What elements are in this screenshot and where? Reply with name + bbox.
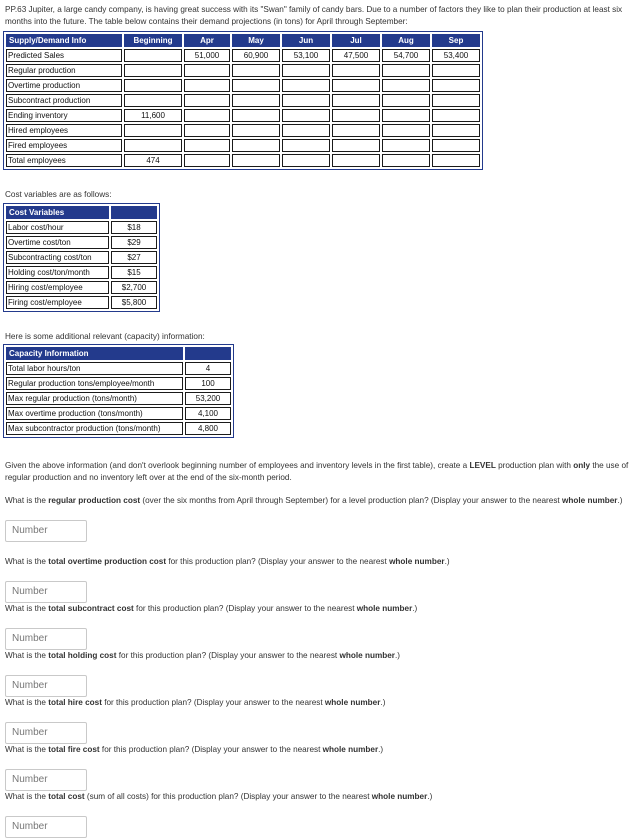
- question-topic: regular production cost: [48, 496, 141, 505]
- input-cell[interactable]: [124, 94, 182, 107]
- input-cell[interactable]: [332, 109, 380, 122]
- input-cell[interactable]: [382, 154, 430, 167]
- question-block: [5, 650, 629, 697]
- input-cell[interactable]: [332, 94, 380, 107]
- input-cell[interactable]: [332, 79, 380, 92]
- cost-table-body: [6, 221, 157, 309]
- input-cell[interactable]: [232, 79, 280, 92]
- row-label: Total employees: [6, 154, 122, 167]
- table-row: [6, 64, 480, 77]
- table-row: [6, 154, 480, 167]
- capacity-intro: Here is some additional relevant (capacity) information:: [5, 332, 205, 341]
- capacity-label: Total labor hours/ton: [6, 362, 183, 375]
- input-cell[interactable]: [432, 109, 480, 122]
- table-row: [6, 266, 157, 279]
- cost-label: Hiring cost/employee: [6, 281, 109, 294]
- answer-input[interactable]: [5, 722, 87, 744]
- table-row: [6, 221, 157, 234]
- answer-input[interactable]: [5, 581, 87, 603]
- table-row: [6, 281, 157, 294]
- input-cell[interactable]: [332, 154, 380, 167]
- header-cell: Beginning: [124, 34, 182, 47]
- question-pre: What is the: [5, 651, 49, 660]
- input-cell[interactable]: [432, 64, 480, 77]
- input-cell[interactable]: [432, 79, 480, 92]
- header-cell: Aug: [382, 34, 430, 47]
- problem-intro: PP.63 Jupiter, a large candy company, is having great success with its "Swan" family of candy bars. Due to a number of factors they like to plan their production at least six months into the future. The table below contains their demand projections (in tons) for April through September:: [5, 5, 623, 26]
- capacity-value: 4: [185, 362, 231, 375]
- header-cell: Supply/Demand Info: [6, 34, 122, 47]
- cost-value: $27: [111, 251, 157, 264]
- table-row: [6, 407, 231, 420]
- question-end: .): [617, 496, 623, 505]
- question-pre: What is the: [5, 792, 49, 801]
- input-cell[interactable]: [124, 64, 182, 77]
- cost-value: $15: [111, 266, 157, 279]
- question-pre: What is the: [5, 745, 49, 754]
- question-post: for this production plan? (Display your answer to the nearest: [133, 604, 357, 613]
- row-label: Regular production: [6, 64, 122, 77]
- question-text: [5, 791, 629, 803]
- instructions-level: LEVEL: [469, 461, 496, 470]
- question-precision: whole number: [339, 651, 395, 660]
- capacity-value: 4,100: [185, 407, 231, 420]
- supply-header-row: [6, 34, 480, 47]
- input-cell[interactable]: [332, 64, 380, 77]
- table-row: [6, 422, 231, 435]
- question-pre: What is the: [5, 698, 49, 707]
- table-row: [6, 109, 480, 122]
- cost-label: Subcontracting cost/ton: [6, 251, 109, 264]
- input-cell[interactable]: [184, 154, 230, 167]
- input-cell[interactable]: [124, 79, 182, 92]
- question-block: [5, 791, 629, 838]
- input-cell[interactable]: [282, 94, 330, 107]
- value-cell: 53,100: [282, 49, 330, 62]
- capacity-table-body: [6, 362, 231, 435]
- cost-value: $18: [111, 221, 157, 234]
- answer-input[interactable]: [5, 769, 87, 791]
- capacity-table: [4, 345, 233, 437]
- row-label: Ending inventory: [6, 109, 122, 122]
- row-label: Fired employees: [6, 139, 122, 152]
- question-end: .): [394, 651, 400, 660]
- input-cell[interactable]: [382, 64, 430, 77]
- question-precision: whole number: [389, 557, 445, 566]
- input-cell[interactable]: [332, 124, 380, 137]
- table-row: [6, 392, 231, 405]
- instructions: [5, 460, 629, 483]
- value-cell: 51,000: [184, 49, 230, 62]
- row-label: Overtime production: [6, 79, 122, 92]
- question-end: .): [444, 557, 450, 566]
- input-cell[interactable]: [124, 124, 182, 137]
- input-cell[interactable]: [432, 139, 480, 152]
- question-topic: total hire cost: [48, 698, 102, 707]
- question-text: [5, 495, 629, 507]
- capacity-value: 53,200: [185, 392, 231, 405]
- table-row: [6, 296, 157, 309]
- cost-header-blank: [111, 206, 157, 219]
- question-pre: What is the: [5, 557, 49, 566]
- question-topic: total holding cost: [48, 651, 117, 660]
- table-row: [6, 139, 480, 152]
- question-topic: total subcontract cost: [48, 604, 134, 613]
- input-cell[interactable]: [432, 124, 480, 137]
- input-cell[interactable]: [382, 109, 430, 122]
- input-cell[interactable]: [232, 64, 280, 77]
- input-cell[interactable]: [382, 124, 430, 137]
- question-text: [5, 744, 629, 756]
- cost-label: Holding cost/ton/month: [6, 266, 109, 279]
- question-end: .): [380, 698, 386, 707]
- value-cell: 53,400: [432, 49, 480, 62]
- value-cell: 60,900: [232, 49, 280, 62]
- header-cell: Jun: [282, 34, 330, 47]
- question-end: .): [412, 604, 418, 613]
- question-block: [5, 556, 629, 603]
- value-cell: 11,600: [124, 109, 182, 122]
- question-pre: What is the: [5, 496, 49, 505]
- input-cell[interactable]: [232, 124, 280, 137]
- question-text: [5, 650, 629, 662]
- capacity-value: 100: [185, 377, 231, 390]
- value-cell: 47,500: [332, 49, 380, 62]
- cost-variables-table: [4, 204, 159, 311]
- input-cell[interactable]: [184, 124, 230, 137]
- answer-input[interactable]: [5, 628, 87, 650]
- question-precision: whole number: [356, 604, 413, 613]
- capacity-label: Max overtime production (tons/month): [6, 407, 183, 420]
- input-cell[interactable]: [184, 94, 230, 107]
- input-cell[interactable]: [282, 109, 330, 122]
- answer-input[interactable]: [5, 816, 87, 838]
- capacity-label: Max subcontractor production (tons/month): [6, 422, 183, 435]
- question-topic: total cost: [48, 792, 85, 801]
- input-cell[interactable]: [382, 94, 430, 107]
- input-cell[interactable]: [184, 109, 230, 122]
- question-post: (sum of all costs) for this production plan? (Display your answer to the nearest: [84, 792, 372, 801]
- input-cell[interactable]: [232, 109, 280, 122]
- question-precision: whole number: [371, 792, 428, 801]
- header-cell: Apr: [184, 34, 230, 47]
- question-topic: total fire cost: [48, 745, 100, 754]
- question-post: for this production plan? (Display your answer to the nearest: [116, 651, 340, 660]
- header-cell: May: [232, 34, 280, 47]
- input-cell[interactable]: [124, 49, 182, 62]
- input-cell[interactable]: [432, 94, 480, 107]
- cost-label: Labor cost/hour: [6, 221, 109, 234]
- input-cell[interactable]: [232, 94, 280, 107]
- header-cell: Jul: [332, 34, 380, 47]
- value-cell: 54,700: [382, 49, 430, 62]
- capacity-header: Capacity Information: [6, 347, 183, 360]
- capacity-label: Regular production tons/employee/month: [6, 377, 183, 390]
- supply-demand-table: [4, 32, 482, 169]
- input-cell[interactable]: [382, 79, 430, 92]
- question-topic: total overtime production cost: [48, 557, 167, 566]
- supply-table-body: [6, 49, 480, 167]
- input-cell[interactable]: [232, 139, 280, 152]
- input-cell[interactable]: [282, 139, 330, 152]
- input-cell[interactable]: [282, 154, 330, 167]
- question-precision: whole number: [324, 698, 381, 707]
- row-label: Hired employees: [6, 124, 122, 137]
- input-cell[interactable]: [282, 124, 330, 137]
- table-row: [6, 236, 157, 249]
- question-block: [5, 603, 629, 650]
- input-cell[interactable]: [282, 64, 330, 77]
- question-block: [5, 697, 629, 744]
- question-post: for this production plan? (Display your answer to the nearest: [166, 557, 390, 566]
- question-text: [5, 603, 629, 615]
- cost-label: Overtime cost/ton: [6, 236, 109, 249]
- question-block: [5, 495, 629, 542]
- table-row: [6, 94, 480, 107]
- row-label: Subcontract production: [6, 94, 122, 107]
- question-post: for this production plan? (Display your answer to the nearest: [101, 698, 325, 707]
- instructions-mid: production plan with: [495, 461, 574, 470]
- input-cell[interactable]: [232, 154, 280, 167]
- instructions-pre: Given the above information (and don't overlook beginning number of employees and inventory levels in the first table), create a: [5, 461, 470, 470]
- input-cell[interactable]: [332, 139, 380, 152]
- capacity-value: 4,800: [185, 422, 231, 435]
- value-cell: 474: [124, 154, 182, 167]
- row-label: Predicted Sales: [6, 49, 122, 62]
- input-cell[interactable]: [184, 64, 230, 77]
- question-post: for this production plan? (Display your answer to the nearest: [99, 745, 323, 754]
- cost-label: Firing cost/employee: [6, 296, 109, 309]
- question-post: (over the six months from April through September) for a level production plan? (Display your answer to the nearest: [140, 496, 562, 505]
- input-cell[interactable]: [382, 139, 430, 152]
- capacity-header-blank: [185, 347, 231, 360]
- input-cell[interactable]: [432, 154, 480, 167]
- input-cell[interactable]: [184, 79, 230, 92]
- cost-header: Cost Variables: [6, 206, 109, 219]
- answer-input[interactable]: [5, 520, 87, 542]
- input-cell[interactable]: [184, 139, 230, 152]
- question-precision: whole number: [562, 496, 618, 505]
- table-row: [6, 377, 231, 390]
- table-row: [6, 251, 157, 264]
- question-precision: whole number: [322, 745, 379, 754]
- question-end: .): [378, 745, 384, 754]
- instructions-only: only: [573, 461, 591, 470]
- header-cell: Sep: [432, 34, 480, 47]
- question-block: [5, 744, 629, 791]
- cost-value: $2,700: [111, 281, 157, 294]
- question-end: .): [427, 792, 433, 801]
- table-row: [6, 124, 480, 137]
- question-pre: What is the: [5, 604, 49, 613]
- question-text: [5, 697, 629, 709]
- cost-value: $29: [111, 236, 157, 249]
- input-cell[interactable]: [282, 79, 330, 92]
- answer-input[interactable]: [5, 675, 87, 697]
- instructions-post: the use of regular production and no inventory left over at the end of the six-month period.: [5, 461, 629, 482]
- cost-intro: Cost variables are as follows:: [5, 190, 112, 199]
- capacity-label: Max regular production (tons/month): [6, 392, 183, 405]
- table-row: [6, 79, 480, 92]
- table-row: [6, 362, 231, 375]
- input-cell[interactable]: [124, 139, 182, 152]
- question-text: [5, 556, 629, 568]
- cost-value: $5,800: [111, 296, 157, 309]
- table-row: [6, 49, 480, 62]
